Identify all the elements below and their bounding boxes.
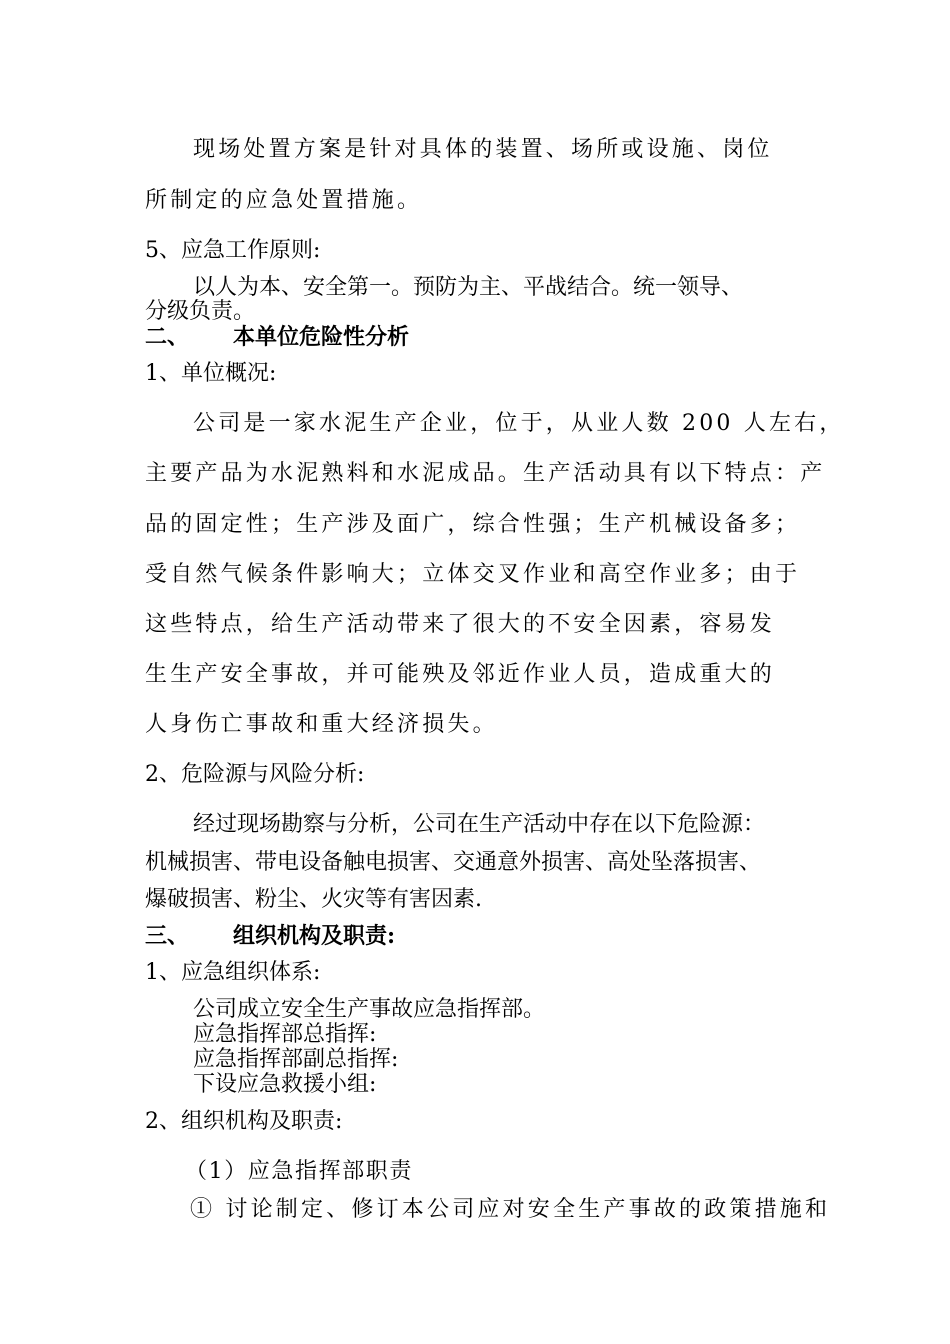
system-line: 公司成立安全生产事故应急指挥部。 — [193, 997, 546, 1022]
sub-heading: （1）应急指挥部职责 — [185, 1159, 413, 1184]
principle-heading: 5、应急工作原则: — [145, 238, 321, 263]
system-heading: 1、应急组织体系: — [145, 960, 321, 985]
hazard-line: 爆破损害、粉尘、火灾等有害因素. — [145, 887, 482, 912]
overview-line: 这些特点，给生产活动带来了很大的不安全因素，容易发 — [145, 612, 776, 637]
overview-line: 生生产安全事故，并可能殃及邻近作业人员，造成重大的 — [145, 662, 776, 687]
system-line: 应急指挥部总指挥: — [193, 1022, 377, 1047]
overview-line: 受自然气候条件影响大；立体交叉作业和高空作业多；由于 — [145, 562, 801, 587]
overview-line: 公司是一家水泥生产企业，位于，从业人数 200 人左右， — [193, 411, 845, 436]
system-line: 下设应急救援小组: — [193, 1072, 377, 1097]
section-2-heading — [145, 323, 409, 351]
org-heading: 2、组织机构及职责: — [145, 1109, 343, 1134]
section-3-heading — [145, 922, 395, 950]
intro-line-2: 所制定的应急处置措施。 — [145, 188, 423, 213]
section-2-title: 本单位危险性分析 — [233, 324, 410, 350]
hazard-line: 机械损害、带电设备触电损害、交通意外损害、高处坠落损害、 — [145, 850, 762, 875]
hazard-line: 经过现场勘察与分析，公司在生产活动中存在以下危险源： — [193, 812, 766, 837]
overview-line: 人身伤亡事故和重大经济损失。 — [145, 712, 498, 737]
overview-line: 主要产品为水泥熟料和水泥成品。生产活动具有以下特点：产 — [145, 461, 826, 486]
principle-line-1: 以人为本、安全第一。预防为主、平战结合。统一领导、 — [193, 275, 744, 300]
overview-line: 品的固定性；生产涉及面广，综合性强；生产机械设备多； — [145, 512, 801, 537]
system-line: 应急指挥部副总指挥: — [193, 1047, 399, 1072]
section-3-title: 组织机构及职责: — [233, 923, 396, 949]
section-3-number: 三、 — [145, 923, 190, 949]
principle-line-2: 分级负责。 — [145, 299, 256, 324]
intro-line-1: 现场处置方案是针对具体的装置、场所或设施、岗位 — [193, 137, 773, 162]
section-2-number: 二、 — [145, 324, 190, 350]
item-1: ① 讨论制定、修订本公司应对安全生产事故的政策措施和 — [190, 1197, 831, 1222]
overview-heading: 1、单位概况: — [145, 361, 277, 386]
hazard-heading: 2、危险源与风险分析: — [145, 762, 365, 787]
